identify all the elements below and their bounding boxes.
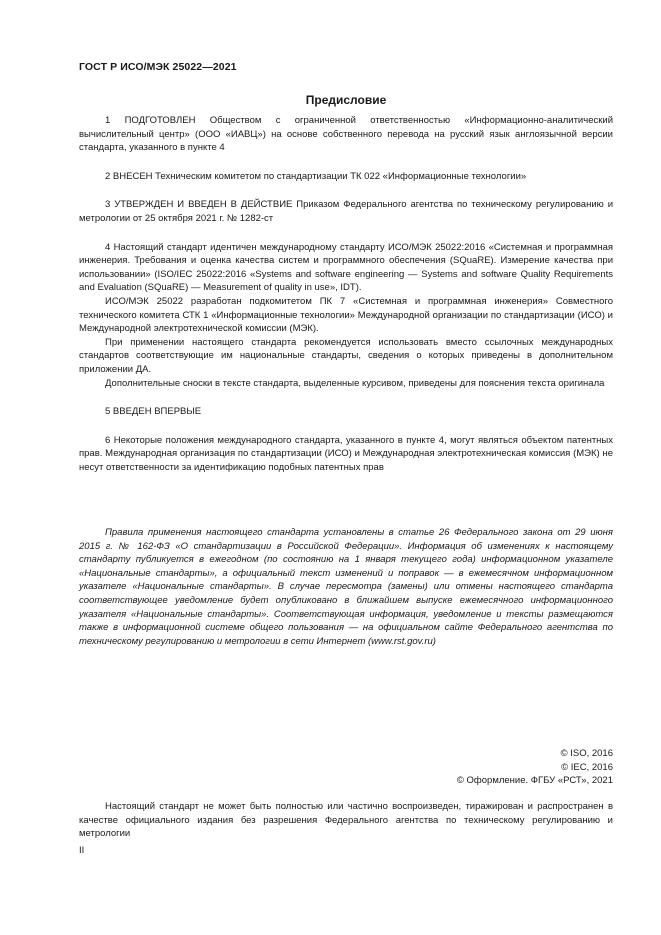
paragraph-approved: 3 УТВЕРЖДЕН И ВВЕДЕН В ДЕЙСТВИЕ Приказом Федерального агентства по техническому регулированию и метрологии от 25 октября 2021 г. № 1282-ст [79, 199, 613, 224]
copyright-block [457, 747, 613, 788]
paragraph-first-introduced: 5 ВВЕДЕН ВПЕРВЫЕ [105, 406, 202, 418]
paragraph-patents: 6 Некоторые положения международного стандарта, указанного в пункте 4, могут являться объектом патентных прав. Международная организация по стандартизации (ИСО) и Международная электротехническая комиссия (МЭК) не несут ответственности за идентификацию подобных патентных прав [79, 434, 613, 473]
application-rules-note: Правила применения настоящего стандарта установлены в статье 26 Федерального закона от 29 июня 2015 г. № 162-ФЗ «О стандартизации в Российской Федерации». Информация об изменениях к настоящему стандарту публикуется в ежегодном (по состоянию на 1 января текущего года) информационном указателе «Национальные стандарты», а официальный текст изменений и поправок — в ежемесячном информационном указателе «Национальные стандарты». В случае пересмотра (замены) или отмены настоящего стандарта соответствующее уведомление будет опубликовано в ближайшем выпуске ежемесячного информационного указателя «Национальные стандарты». Соответствующая информация, уведомление и тексты размещаются также в информационной системе общего пользования — на официальном сайте Федерального агентства по техническому регулированию и метрологии в сети Интернет (www.rst.gov.ru) [79, 527, 613, 647]
copyright-rst: © Оформление. ФГБУ «РСТ», 2021 [456, 775, 613, 787]
page-number: II [79, 845, 85, 856]
paragraph-prepared: 1 ПОДГОТОВЛЕН Обществом с ограниченной ответственностью «Информационно-аналитический вычислительный центр» (ООО «ИАВЦ») на основе собственного перевода на русский язык англоязычной версии стандарта, указанного в пункте 4 [79, 115, 613, 154]
paragraph-footnotes: Дополнительные сноски в тексте стандарта, выделенные курсивом, приведены для пояснения текста оригинала [105, 377, 605, 389]
page-title: Предисловие [305, 93, 387, 107]
paragraph-introduced: 2 ВНЕСЕН Техническим комитетом по стандартизации ТК 022 «Информационные технологии» [105, 170, 527, 182]
copyright-iec: © IEC, 2016 [561, 761, 613, 773]
reproduction-notice: Настоящий стандарт не может быть полностью или частично воспроизведен, тиражирован и распространен в качестве официального издания без разрешения Федерального агентства по техническому регулированию и метрологии [79, 801, 613, 840]
standard-code-header: ГОСТ Р ИСО/МЭК 25022—2021 [79, 61, 237, 73]
paragraph-application: При применении настоящего стандарта рекомендуется использовать вместо ссылочных международных стандартов соответствующие им национальные стандарты, сведения о которых приведены в дополнительном приложении ДА. [79, 336, 613, 375]
copyright-iso: © ISO, 2016 [560, 748, 613, 759]
paragraph-identical: 4 Настоящий стандарт идентичен международному стандарту ИСО/МЭК 25022:2016 «Системная и программная инженерия. Требования и оценка качества систем и программного обеспечения (SQuaRE). Измерение качества при использовании» (ISO/IEC 25022:2016 «Systems and software engineering — Systems and software Quality Requirements and Evaluation (SQuaRE) — Measurement of quality in use», IDT). [79, 241, 613, 294]
foreword-body [79, 114, 613, 474]
paragraph-developed: ИСО/МЭК 25022 разработан подкомитетом ПК 7 «Системная и программная инженерия» Совместного технического комитета СТК 1 «Информационные технологии» Международной организации по стандартизации (ИСО) и Международной электротехнической комиссии (МЭК). [79, 295, 613, 335]
